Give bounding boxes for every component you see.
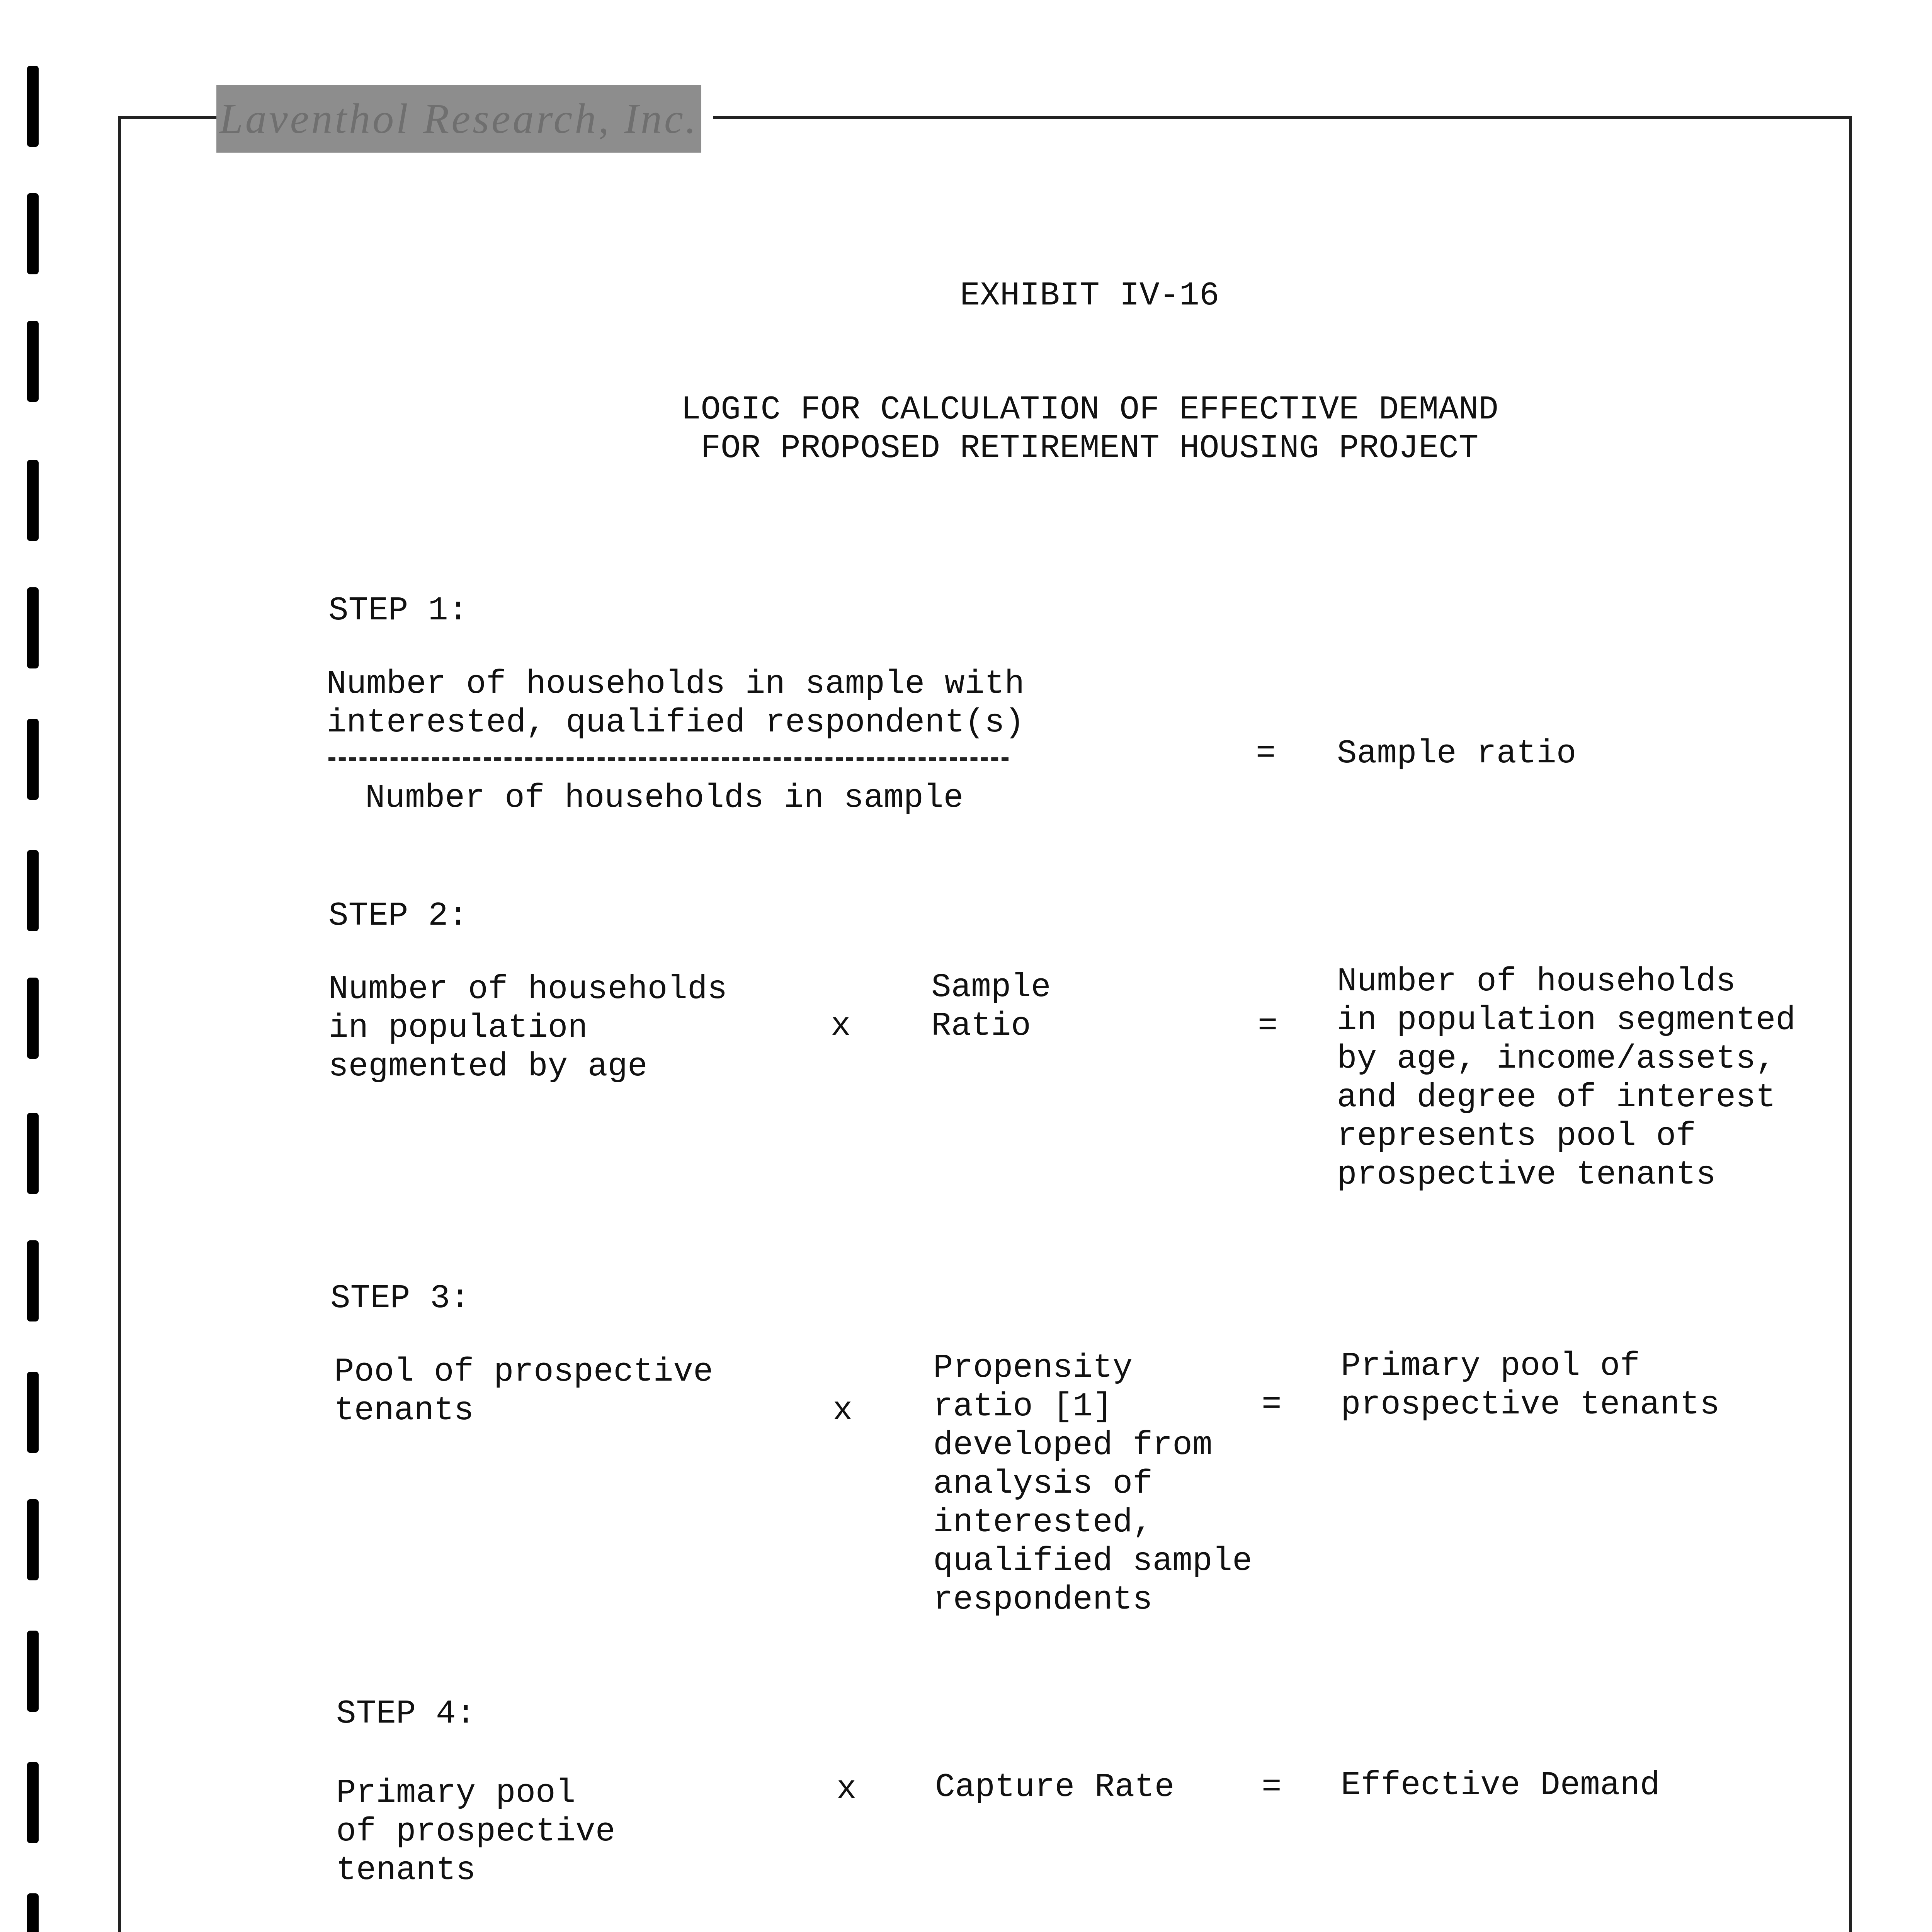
binding-hole (27, 193, 39, 274)
binding-hole (27, 719, 39, 800)
binding-hole (27, 587, 39, 668)
binding-hole (27, 460, 39, 541)
step-2-middle: Sample Ratio (931, 968, 1051, 1045)
exhibit-title-line2: FOR PROPOSED RETIREMENT HOUSING PROJECT (701, 429, 1479, 467)
binding-hole (27, 321, 39, 402)
step-2-equals: = (1258, 1007, 1278, 1045)
step-3-label: STEP 3: (330, 1279, 470, 1317)
header-logo-text: Laventhol Research, Inc. (219, 95, 699, 142)
step-4-result: Effective Demand (1341, 1766, 1660, 1804)
step-2-label: STEP 2: (328, 897, 468, 935)
step-4-middle: Capture Rate (935, 1768, 1175, 1806)
binding-hole (27, 1113, 39, 1194)
step-1-equals: = (1256, 735, 1276, 772)
exhibit-title-line1: LOGIC FOR CALCULATION OF EFFECTIVE DEMAND (681, 391, 1498, 429)
step-4-left: Primary pool of prospective tenants (336, 1774, 616, 1889)
step-2-result: Number of households in population segmented by age, income/assets, and degree of interest represents pool of prospective tenants (1337, 963, 1796, 1194)
step-4-times: x (837, 1770, 857, 1808)
step-1-result: Sample ratio (1337, 735, 1577, 772)
exhibit-label: EXHIBIT IV-16 (960, 277, 1219, 315)
step-3-left: Pool of prospective tenants (334, 1353, 713, 1429)
binding-hole (27, 66, 39, 147)
step-3-result: Primary pool of prospective tenants (1341, 1347, 1720, 1423)
header-logo (216, 85, 701, 153)
binding-hole (27, 1631, 39, 1712)
binding-hole (27, 1372, 39, 1453)
fraction-divider (328, 757, 1009, 761)
binding-hole (27, 978, 39, 1059)
step-4-label: STEP 4: (336, 1695, 476, 1733)
step-1-label: STEP 1: (328, 592, 468, 629)
frame-gap (701, 108, 713, 124)
binding-hole (27, 1499, 39, 1580)
step-3-equals: = (1262, 1386, 1282, 1423)
step-3-times: x (833, 1391, 853, 1429)
binding-hole (27, 1240, 39, 1321)
step-1-denominator: Number of households in sample (365, 779, 964, 817)
binding-hole (27, 1893, 39, 1932)
step-3-middle: Propensity ratio [1] developed from analysis of interested, qualified sample respondents (933, 1349, 1252, 1619)
binding-hole (27, 1762, 39, 1843)
step-2-times: x (831, 1007, 851, 1045)
binding-hole (27, 850, 39, 931)
step-4-equals: = (1262, 1768, 1282, 1806)
step-2-left: Number of households in population segmented by age (328, 970, 728, 1085)
step-1-numerator: Number of households in sample with interested, qualified respondent(s) (327, 665, 1025, 742)
